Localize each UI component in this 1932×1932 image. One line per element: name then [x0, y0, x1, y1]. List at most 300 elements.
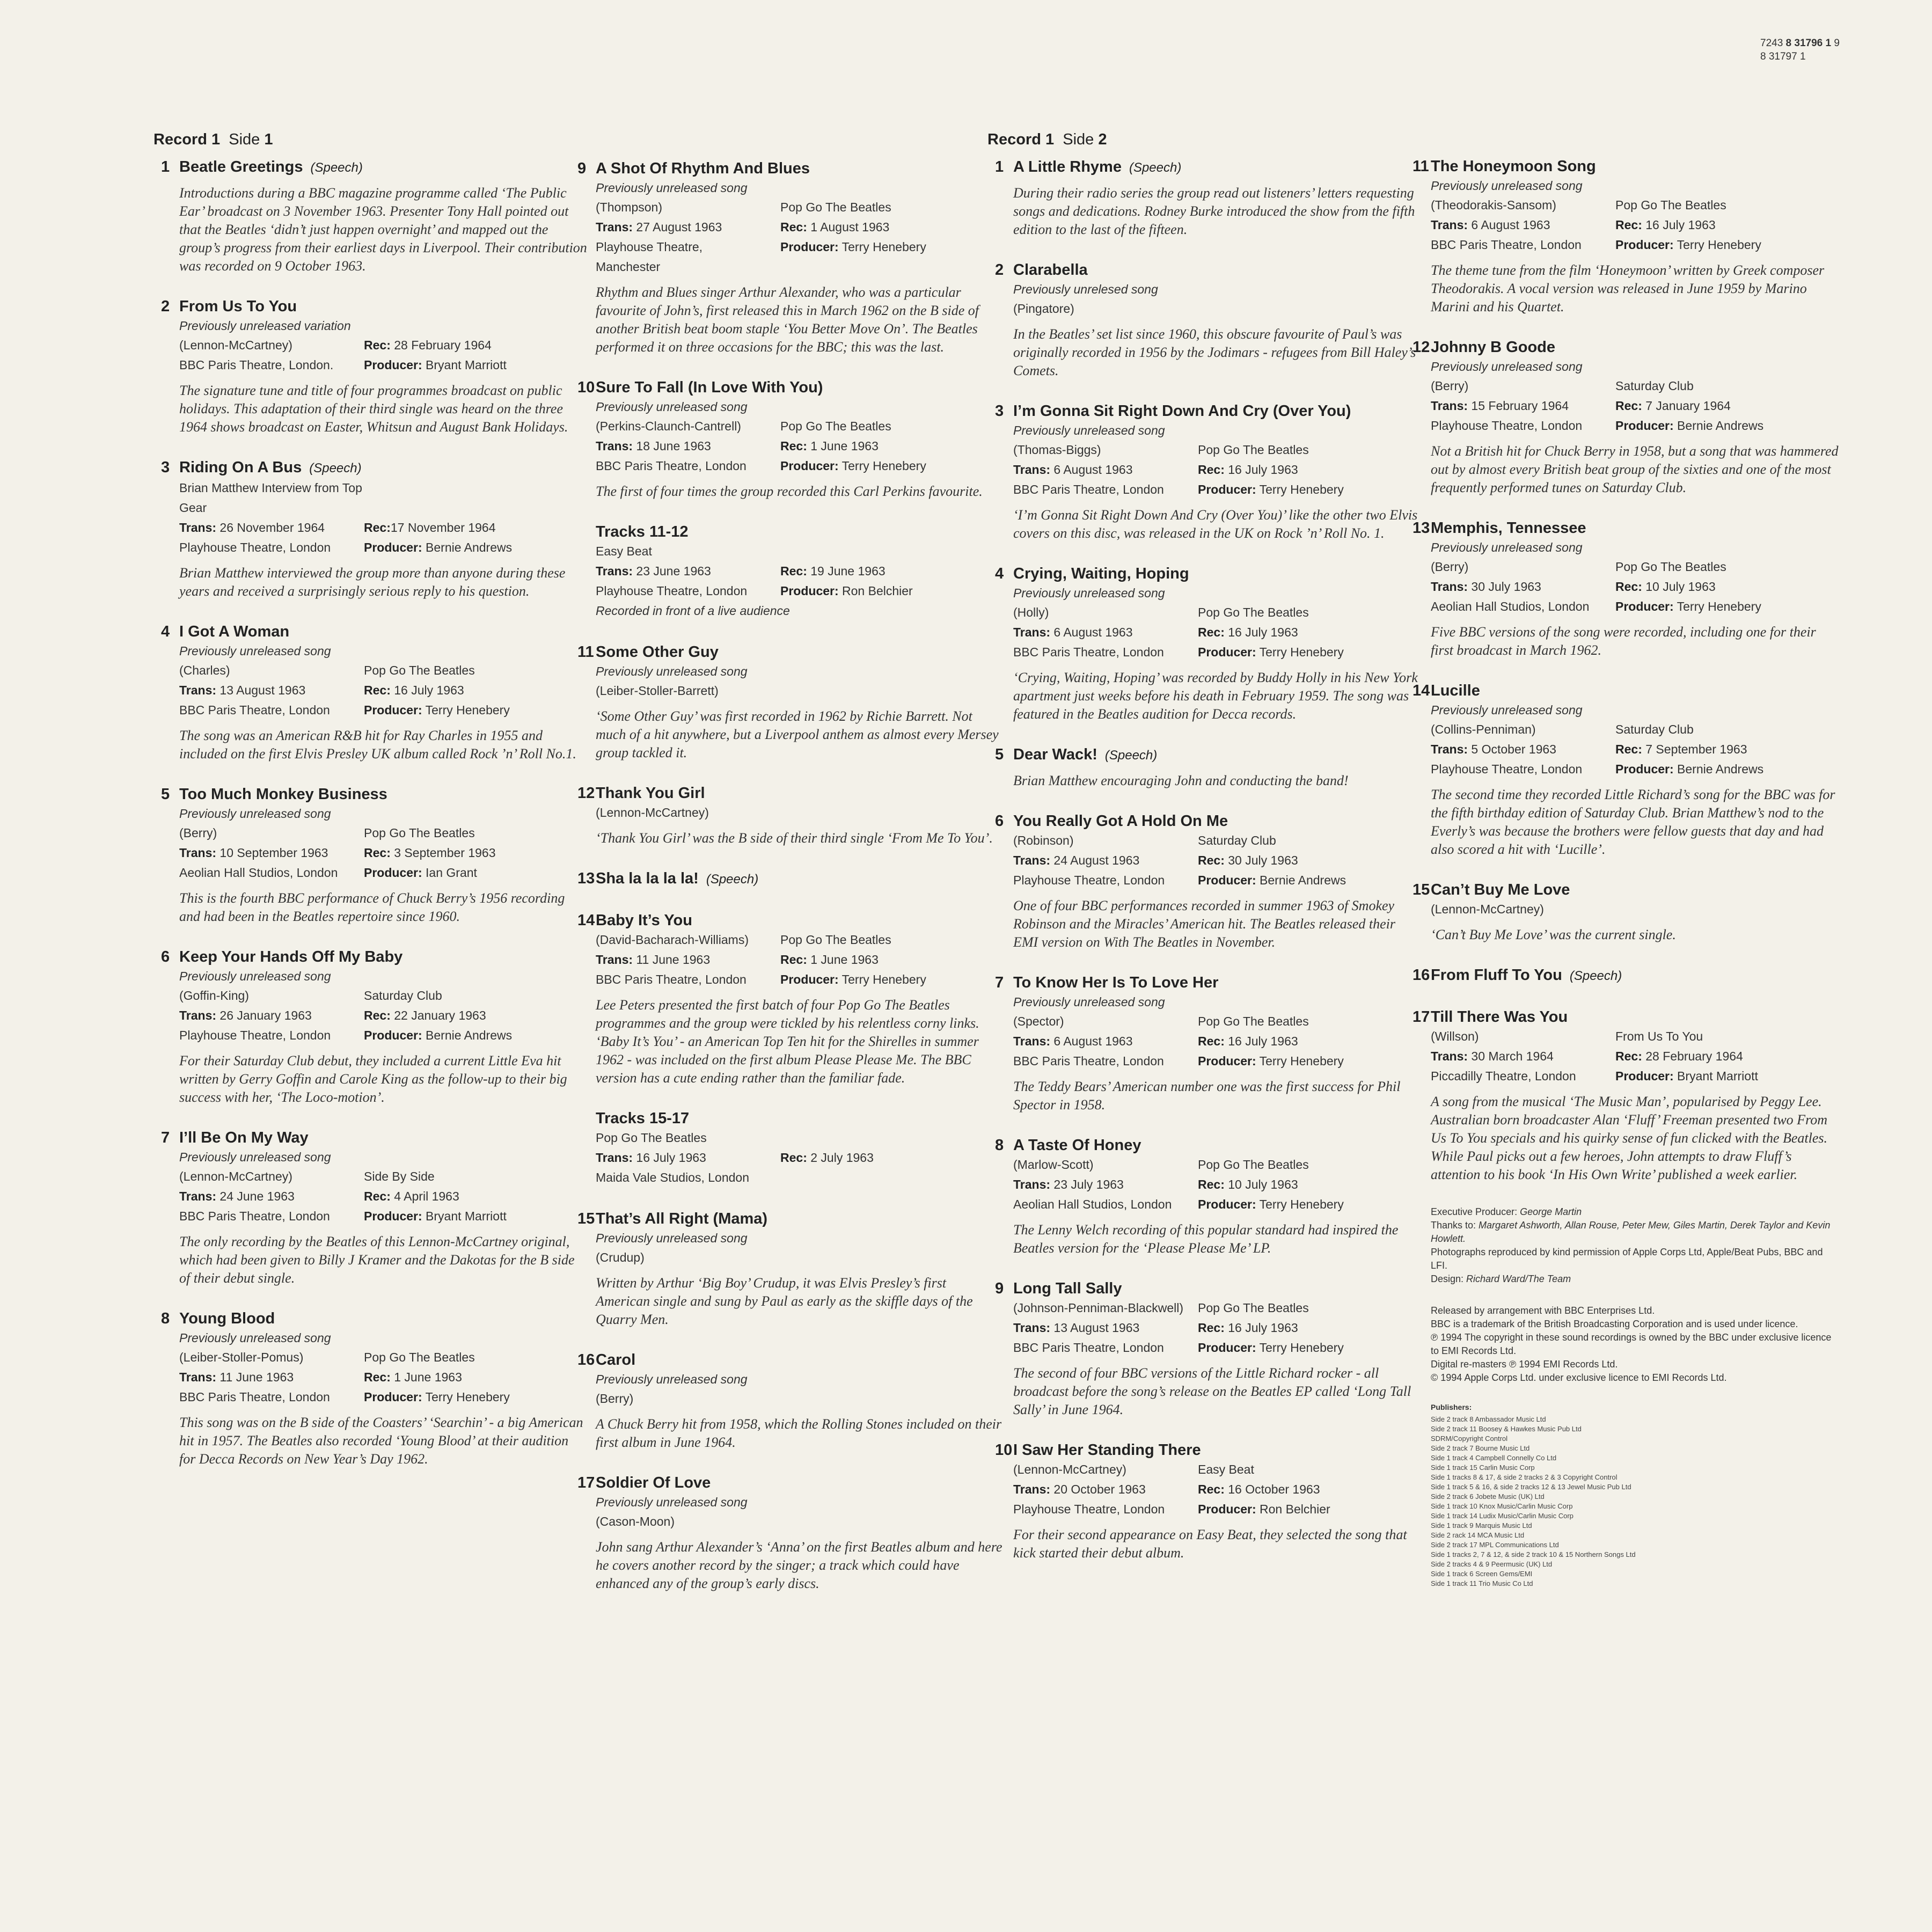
session-row — [1431, 1046, 1839, 1066]
session-row — [179, 478, 587, 518]
track-entry — [577, 1209, 1004, 1329]
side-heading-1: Record 1 Side 1 — [153, 131, 273, 148]
track-title — [161, 622, 587, 641]
liner-notes: John sang Arthur Alexander’s ‘Anna’ on the first Beatles album and here he covers another record by the singer; a track which could have enhanced any of the group’s early discs. — [596, 1539, 1002, 1591]
track-entry — [1413, 1007, 1839, 1184]
session-right-label: Rec: — [364, 1370, 391, 1384]
track-number: 17 — [1413, 1008, 1430, 1026]
session-left-value: 13 August 1963 — [216, 683, 306, 697]
session-right-value: 16 July 1963 — [1224, 1034, 1298, 1048]
session-right-value: 16 July 1963 — [1642, 218, 1716, 232]
track-status: Previously unreleased song — [1431, 540, 1583, 554]
liner-notes: The song was an American R&B hit for Ray Charles in 1955 and included on the first Elvis Presley UK album called Rock ’n’ Roll No.1. — [179, 728, 576, 762]
session-left — [596, 416, 780, 436]
track-title — [161, 785, 587, 804]
session-row — [596, 581, 1004, 601]
session-left — [1013, 831, 1198, 851]
session-right — [364, 1387, 587, 1407]
speech-tag: (Speech) — [310, 160, 363, 175]
liner-notes: The first of four times the group recorded this Carl Perkins favourite. — [596, 484, 983, 499]
session-right-label: Producer: — [1615, 1069, 1674, 1083]
session-left — [596, 1168, 780, 1188]
session-left-text: Trans: — [1431, 218, 1468, 232]
session-right-label: Producer: — [1198, 873, 1256, 887]
liner-notes: This is the fourth BBC performance of Chuck Berry’s 1956 recording and had been in the Beatles repertoire since 1960. — [179, 890, 565, 924]
session-row — [596, 1389, 1004, 1409]
track-status: Previously unreleased song — [179, 969, 331, 983]
track-title — [577, 1473, 1004, 1492]
session-left-text: (Thompson) — [596, 200, 662, 214]
session-left — [1013, 642, 1198, 662]
track-title — [995, 1136, 1421, 1155]
track-number: 14 — [577, 912, 595, 929]
track-entry — [995, 564, 1421, 723]
session-left-text: (Leiber-Stoller-Pomus) — [179, 1350, 304, 1364]
session-right — [780, 541, 1004, 561]
session-right-value: 16 July 1963 — [1224, 1321, 1298, 1335]
session-left-text: Trans: — [596, 953, 633, 967]
session-left — [1431, 720, 1615, 740]
session-left-text: Manchester — [596, 260, 661, 274]
session-right — [780, 1389, 1004, 1409]
track-entry — [995, 1279, 1421, 1419]
session-right-label: Rec: — [364, 521, 391, 535]
session-left-value: 16 July 1963 — [633, 1151, 706, 1165]
session-right-value: Pop Go The Beatles — [1198, 443, 1309, 457]
session-right-label: Rec: — [1198, 1034, 1225, 1048]
session-right-value: Terry Henebery — [1256, 1197, 1344, 1211]
session-left — [596, 1389, 780, 1409]
session-row — [179, 1206, 587, 1226]
track-entry — [161, 622, 587, 763]
track-number: 13 — [1413, 519, 1430, 537]
publisher-line: Side 1 track 6 Screen Gems/EMI — [1431, 1570, 1533, 1578]
session-left — [596, 1512, 780, 1532]
session-left-text: Trans: — [1431, 1049, 1468, 1063]
session-right — [1615, 376, 1839, 396]
session-left-text: (Thomas-Biggs) — [1013, 443, 1101, 457]
session-right — [1615, 577, 1839, 597]
session-left — [179, 863, 364, 883]
session-left — [1013, 480, 1198, 500]
session-right — [1615, 740, 1839, 759]
session-right-label: Rec: — [780, 564, 807, 578]
session-left-text: Trans: — [596, 220, 633, 234]
session-right-label: Producer: — [780, 584, 839, 598]
track-entry — [995, 811, 1421, 952]
track-name: To Know Her Is To Love Her — [1013, 974, 1219, 991]
session-left — [179, 478, 364, 518]
session-right — [780, 1512, 1004, 1532]
session-right-value: Pop Go The Beatles — [1615, 198, 1726, 212]
session-row — [596, 681, 1004, 701]
liner-notes: Brian Matthew interviewed the group more than anyone during these years and received a surprisingly serious reply to his question. — [179, 565, 566, 599]
track-entry — [596, 1109, 1004, 1188]
session-left — [179, 538, 364, 558]
track-name: A Little Rhyme — [1013, 158, 1122, 175]
session-left-text: (Leiber-Stoller-Barrett) — [596, 684, 719, 698]
track-entry — [161, 947, 587, 1107]
session-right-label: Rec: — [780, 1151, 807, 1165]
session-left-text: Trans: — [1013, 463, 1051, 477]
session-left-text: (Lennon-McCartney) — [179, 1169, 292, 1183]
session-row — [1013, 642, 1421, 662]
session-left-text: (Johnson-Penniman-Blackwell) — [1013, 1301, 1184, 1315]
track-status: Previously unreleased song — [596, 400, 748, 414]
track-title — [995, 745, 1421, 765]
session-right-value: Terry Henebery — [1256, 1054, 1344, 1068]
column-side1-left — [153, 131, 587, 1490]
session-right-label: Rec: — [1615, 742, 1642, 756]
session-row — [179, 1367, 587, 1387]
session-row — [1431, 215, 1839, 235]
track-status: Previously unreleased song — [179, 1331, 331, 1345]
session-left — [1013, 1051, 1198, 1071]
session-right-value: 3 September 1963 — [390, 846, 496, 860]
track-name: Lucille — [1431, 682, 1480, 699]
session-left-text: BBC Paris Theatre, London. — [179, 358, 334, 372]
track-name: Memphis, Tennessee — [1431, 519, 1586, 537]
session-left — [596, 1148, 780, 1168]
session-right-label: Producer: — [364, 866, 422, 880]
session-row — [179, 335, 587, 355]
session-right-value: Saturday Club — [364, 989, 442, 1002]
liner-notes: The Teddy Bears’ American number one was the first success for Phil Spector in 1958. — [1013, 1079, 1401, 1113]
session-right-label: Rec: — [1198, 463, 1225, 477]
session-left — [596, 930, 780, 950]
session-left-value: 5 October 1963 — [1468, 742, 1556, 756]
track-status: Previously unreleased song — [179, 1150, 331, 1164]
track-number: 11 — [1413, 158, 1429, 175]
session-left-value: 26 January 1963 — [216, 1008, 312, 1022]
track-status: Previously unreleased song — [1431, 179, 1583, 193]
session-left-value: 20 October 1963 — [1050, 1482, 1146, 1496]
session-right-label: Rec: — [1198, 1482, 1225, 1496]
session-right-value: 17 November 1964 — [390, 521, 496, 535]
track-title — [161, 1128, 587, 1147]
session-row — [1431, 1066, 1839, 1086]
session-right — [364, 661, 587, 680]
track-title — [577, 869, 1004, 889]
session-right-label: Rec: — [364, 683, 391, 697]
session-row — [1431, 376, 1839, 396]
session-right — [780, 561, 1004, 581]
track-title — [577, 159, 1004, 178]
track-entry — [161, 1309, 587, 1468]
session-right-label: Producer: — [780, 459, 839, 473]
release-line: BBC is a trademark of the British Broadcasting Corporation and is used under licence. — [1431, 1319, 1798, 1329]
session-left-text: (Pingatore) — [1013, 302, 1074, 316]
session-right-value: Terry Henebery — [1673, 599, 1761, 613]
session-left-text: BBC Paris Theatre, London — [1013, 1054, 1164, 1068]
publisher-line: Side 1 tracks 2, 7 & 12, & side 2 track 10 & 15 Northern Songs Ltd — [1431, 1550, 1636, 1558]
session-left-text: BBC Paris Theatre, London — [596, 459, 747, 473]
liner-notes: Written by Arthur ‘Big Boy’ Crudup, it was Elvis Presley’s first American single and sung by Paul as early as the skiffle days of the Quarry Men. — [596, 1275, 973, 1327]
session-right — [780, 1128, 1004, 1148]
session-right-value: 10 July 1963 — [1224, 1177, 1298, 1191]
session-row — [1013, 1031, 1421, 1051]
track-number: 9 — [577, 160, 587, 177]
session-right — [1198, 870, 1421, 890]
session-left — [596, 803, 780, 823]
session-left-text: (Collins-Penniman) — [1431, 722, 1536, 736]
session-right — [364, 538, 587, 558]
session-row — [1013, 1480, 1421, 1499]
track-name: Baby It’s You — [596, 912, 692, 929]
session-row — [1013, 480, 1421, 500]
session-right — [780, 456, 1004, 476]
session-left — [179, 1026, 364, 1045]
track-title — [1413, 1007, 1839, 1027]
session-left-text: Trans: — [1013, 1482, 1051, 1496]
session-row — [1431, 597, 1839, 617]
track-name: I Got A Woman — [179, 623, 290, 640]
session-row — [179, 1026, 587, 1045]
session-right-label: Producer: — [780, 972, 839, 986]
track-number: 10 — [577, 379, 595, 396]
track-entry — [1413, 880, 1839, 944]
session-left — [596, 456, 780, 476]
track-number: 9 — [995, 1280, 1004, 1297]
track-title — [577, 1350, 1004, 1370]
session-row — [1431, 759, 1839, 779]
liner-notes: The signature tune and title of four programmes broadcast on public holidays. This adaptation of their third single was heard on the three 1964 shows broadcast on Easter, Whitsun and August Bank Holidays. — [179, 383, 568, 435]
track-entry — [1413, 157, 1839, 316]
session-row — [596, 436, 1004, 456]
session-left — [1431, 577, 1615, 597]
session-left — [1431, 416, 1615, 436]
session-left — [1431, 740, 1615, 759]
session-left-text: Aeolian Hall Studios, London — [1431, 599, 1590, 613]
track-name: Clarabella — [1013, 261, 1088, 279]
session-right-value: Pop Go The Beatles — [780, 200, 891, 214]
session-left — [1431, 396, 1615, 416]
session-left — [596, 950, 780, 970]
session-right-value: Pop Go The Beatles — [1198, 1158, 1309, 1172]
session-right — [780, 970, 1004, 990]
track-number: 12 — [1413, 339, 1430, 356]
publisher-line: Side 1 tracks 8 & 17, & side 2 tracks 2 & 3 Copyright Control — [1431, 1473, 1618, 1481]
session-right-value: 16 July 1963 — [1224, 463, 1298, 477]
track-title — [1413, 338, 1839, 357]
track-title — [577, 911, 1004, 930]
session-left-text: (Lennon-McCartney) — [596, 806, 709, 819]
session-right — [1198, 1338, 1421, 1358]
session-right-label: Rec: — [364, 846, 391, 860]
liner-notes: Not a British hit for Chuck Berry in 1958, but a song that was hammered out by almost every British beat group of the sixties and one of the most frequently performed tunes on Saturday Club. — [1431, 443, 1839, 495]
track-number: 1 — [161, 158, 170, 175]
session-left — [1013, 851, 1198, 870]
session-right — [1198, 603, 1421, 623]
session-row — [1013, 1195, 1421, 1214]
session-right-value: Pop Go The Beatles — [780, 419, 891, 433]
session-left — [1013, 1155, 1198, 1175]
session-right-value: Pop Go The Beatles — [364, 826, 475, 840]
session-left-text: Playhouse Theatre, London — [179, 540, 331, 554]
session-left-text: Trans: — [179, 1370, 217, 1384]
session-right-value: 1 June 1963 — [390, 1370, 462, 1384]
session-right-label: Rec: — [780, 220, 807, 234]
track-name: Carol — [596, 1351, 636, 1368]
track-entry — [161, 297, 587, 436]
session-right-value: 22 January 1963 — [390, 1008, 486, 1022]
session-row — [179, 1387, 587, 1407]
session-row — [596, 930, 1004, 950]
track-name: Can’t Buy Me Love — [1431, 881, 1570, 898]
track-title — [161, 157, 587, 178]
session-right-value: Saturday Club — [1198, 833, 1276, 847]
publisher-line: Side 1 track 11 Trio Music Co Ltd — [1431, 1579, 1533, 1587]
liner-notes: During their radio series the group read out listeners’ letters requesting songs and dedications. Rodney Burke introduced the show from the fifth edition to the last of the fifteen. — [1013, 185, 1415, 237]
publisher-line: SDRM/Copyright Control — [1431, 1435, 1508, 1443]
publishers-heading: Publishers: — [1431, 1403, 1472, 1411]
session-right-value: Side By Side — [364, 1169, 435, 1183]
track-entry — [596, 522, 1004, 621]
session-right-value: Bryant Marriott — [422, 358, 507, 372]
track-number: 10 — [995, 1441, 1013, 1459]
session-left-text: Playhouse Theatre, London — [179, 1028, 331, 1042]
liner-notes: The Lenny Welch recording of this popular standard had inspired the Beatles version for the ‘Please Please Me’ LP. — [1013, 1222, 1399, 1256]
session-left — [1431, 215, 1615, 235]
session-right-value: Pop Go The Beatles — [364, 1350, 475, 1364]
session-right-value: Bernie Andrews — [1673, 762, 1764, 776]
session-left-value: 30 July 1963 — [1468, 580, 1541, 594]
track-number: 1 — [995, 158, 1004, 175]
session-right-value: Ron Belchier — [1256, 1502, 1330, 1516]
track-number: 8 — [995, 1137, 1004, 1154]
track-title — [995, 260, 1421, 280]
session-left — [596, 681, 780, 701]
track-entry — [995, 157, 1421, 239]
session-left — [179, 1167, 364, 1187]
session-row — [179, 538, 587, 558]
session-left — [179, 355, 364, 375]
column-side1-right — [577, 159, 1004, 1614]
session-left — [596, 581, 780, 601]
track-entry — [1413, 965, 1839, 986]
session-left — [1013, 1012, 1198, 1031]
session-row — [1431, 396, 1839, 416]
session-right — [364, 1026, 587, 1045]
session-left — [1013, 870, 1198, 890]
session-right — [364, 986, 587, 1006]
track-number: 14 — [1413, 682, 1430, 699]
track-title — [577, 1209, 1004, 1228]
track-status: Previously unreleased song — [179, 807, 331, 821]
session-right-label: Producer: — [1198, 1197, 1256, 1211]
track-name: Keep Your Hands Off My Baby — [179, 948, 403, 965]
session-right — [364, 680, 587, 700]
session-left — [179, 1187, 364, 1206]
session-right — [364, 478, 587, 518]
session-row — [1431, 235, 1839, 255]
session-right-label: Producer: — [1615, 238, 1674, 252]
session-row — [179, 863, 587, 883]
session-left-text: Trans: — [1013, 1034, 1051, 1048]
track-number: 7 — [161, 1129, 170, 1146]
session-left — [596, 217, 780, 237]
track-name: Beatle Greetings — [179, 158, 303, 175]
session-right-value: Bernie Andrews — [422, 540, 513, 554]
liner-notes: ‘I’m Gonna Sit Right Down And Cry (Over You)’ like the other two Elvis covers on this disc, was released in the UK on Rock ’n’ Roll No. 1. — [1013, 507, 1418, 541]
publishers-list — [1431, 1415, 1839, 1589]
session-left — [1431, 1027, 1615, 1046]
track-status: Previously unreleased song — [596, 664, 748, 678]
session-left-text: (Crudup) — [596, 1250, 645, 1264]
session-row — [596, 1168, 1004, 1188]
session-left-text: Trans: — [179, 1189, 217, 1203]
session-left — [179, 518, 364, 538]
session-right-value: 30 July 1963 — [1224, 853, 1298, 867]
liner-notes: Introductions during a BBC magazine programme called ‘The Public Ear’ broadcast on 3 November 1963. Presenter Tony Hall pointed out that the Beatles ‘didn’t just happen overnight’ and mapped out the group’s progress from their earliest days in Liverpool. Their contribution was recorded on 9 October 1963. — [179, 185, 587, 274]
liner-notes: The theme tune from the film ‘Honeymoon’ written by Greek composer Theodorakis. A vocal version was released in June 1959 by Marino Marini and his Quartet. — [1431, 262, 1825, 314]
session-left-text: (Charles) — [179, 663, 230, 677]
session-row — [1431, 416, 1839, 436]
session-row — [1431, 740, 1839, 759]
session-left — [179, 823, 364, 843]
track-title — [995, 811, 1421, 831]
session-right-value: Pop Go The Beatles — [780, 933, 891, 947]
session-left-value: 10 September 1963 — [216, 846, 328, 860]
session-right — [780, 950, 1004, 970]
session-row — [179, 680, 587, 700]
session-left — [179, 1348, 364, 1367]
session-left — [1013, 1298, 1198, 1318]
session-right-value: 16 July 1963 — [390, 683, 464, 697]
liner-notes: Five BBC versions of the song were recorded, including one for their first broadcast in March 1962. — [1431, 624, 1816, 658]
session-row — [1013, 831, 1421, 851]
session-right-label: Producer: — [1198, 1054, 1256, 1068]
session-note: Recorded in front of a live audience — [596, 604, 790, 618]
session-right — [780, 436, 1004, 456]
track-entry — [577, 911, 1004, 1087]
track-number: 3 — [995, 402, 1004, 420]
session-row — [596, 456, 1004, 476]
session-left — [179, 335, 364, 355]
credits-block: Executive Producer: George Martin Thanks to: Margaret Ashworth, Allan Rouse, Peter Mew, Giles Martin, Derek Taylor and Kevin Howlett. Photographs reproduced by kind permission of Apple Corps Ltd, Apple/Beat Pubs, BBC and LFI. Design: Richard Ward/The Team — [1431, 1206, 1831, 1284]
track-title — [161, 947, 587, 967]
session-left-text: Maida Vale Studios, London — [596, 1170, 749, 1184]
session-right-value: 4 April 1963 — [390, 1189, 459, 1203]
session-right-label: Rec: — [364, 1008, 391, 1022]
release-line: Digital re-masters ℗ 1994 EMI Records Ltd. — [1431, 1359, 1618, 1370]
session-left-text: Playhouse Theatre, London — [1013, 873, 1165, 887]
session-right-value: Terry Henebery — [1256, 1341, 1344, 1355]
session-right — [364, 823, 587, 843]
session-right — [780, 237, 1004, 257]
session-row — [179, 518, 587, 538]
session-left-value: 13 August 1963 — [1050, 1321, 1140, 1335]
session-row — [1013, 1338, 1421, 1358]
session-row — [596, 803, 1004, 823]
session-right-label: Rec: — [1615, 218, 1642, 232]
track-title — [995, 1440, 1421, 1460]
session-right-label: Producer: — [364, 358, 422, 372]
session-left-text: Aeolian Hall Studios, London — [179, 866, 338, 880]
track-name: Sha la la la la! — [596, 870, 699, 887]
session-left — [1013, 460, 1198, 480]
session-left-text: Trans: — [1013, 1321, 1051, 1335]
session-left — [596, 970, 780, 990]
session-right-value: Pop Go The Beatles — [1615, 560, 1726, 574]
session-right-value: Terry Henebery — [838, 240, 926, 254]
session-row — [596, 541, 1004, 561]
session-row — [1013, 1175, 1421, 1195]
track-name: Some Other Guy — [596, 643, 719, 661]
track-title — [1413, 157, 1839, 176]
session-left-text: (Holly) — [1013, 605, 1049, 619]
session-right — [1198, 1195, 1421, 1214]
